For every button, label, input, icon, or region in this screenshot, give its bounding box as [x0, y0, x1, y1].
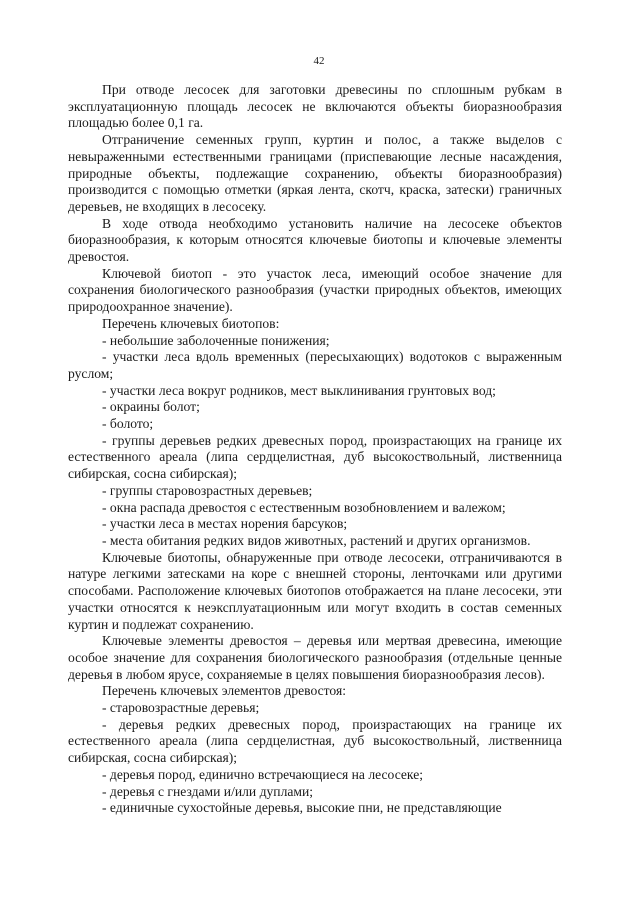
list-item: - окна распада древостоя с естественным возобновлением и валежом; [102, 499, 506, 515]
list-item: - участки леса в местах норения барсуков; [102, 516, 348, 532]
paragraph: При отводе лесосек для заготовки древесины по сплошным рубкам в эксплуатационную площадь лесосек не включаются объекты биоразнообразия площадью более 0,1 га. [68, 82, 562, 131]
list-item: - болото; [102, 416, 154, 432]
list-item: - участки леса вокруг родников, мест выклинивания грунтовых вод; [102, 382, 496, 398]
list-item: - места обитания редких видов животных, растений и других организмов. [102, 532, 531, 548]
paragraph: В ходе отвода необходимо установить наличие на лесосеке объектов биоразнообразия, к которым относятся ключевые биотопы и ключевые элементы древостоя. [68, 215, 562, 265]
paragraph: Ключевой биотоп - это участок леса, имеющий особое значение для сохранения биологического разнообразия (участки природных объектов, имеющих природоохранное значение). [68, 265, 562, 315]
paragraph: Ключевые биотопы, обнаруженные при отводе лесосеки, отграничиваются в натуре легкими затесками на коре с внешней стороны, ленточками или другими способами. Расположение ключевых биотопов отображается на плане лесосеки, эти участки относятся к неэксплуатационным или могут входить в состав семенных куртин и подлежат сохранению. [68, 549, 562, 632]
list-item: - группы старовозрастных деревьев; [102, 482, 313, 498]
list-item: - деревья с гнездами и/или дуплами; [102, 783, 314, 799]
list-item: - старовозрастные деревья; [102, 700, 260, 716]
list-item: - группы деревьев редких древесных пород, произрастающих на границе их естественного ареала (липа сердцелистная, дуб высокоствольный, лиственница сибирская, сосна сибирская); [68, 432, 562, 482]
list-item: - единичные сухостойные деревья, высокие пни, не представляющие [102, 800, 502, 816]
list-item: - участки леса вдоль временных (пересыхающих) водотоков с выраженным руслом; [68, 349, 562, 381]
paragraph: Ключевые элементы древостоя – деревья или мертвая древесина, имеющие особое значение для сохранения биологического разнообразия (отдельные ценные деревья в любом ярусе, сохраняемые в целях повышения биоразнообразия лесов). [68, 633, 562, 682]
list-heading: Перечень ключевых элементов древостоя: [102, 683, 346, 699]
list-heading: Перечень ключевых биотопов: [102, 315, 280, 331]
list-item: - небольшие заболоченные понижения; [102, 332, 330, 348]
list-item: - деревья пород, единично встречающиеся на лесосеке; [102, 766, 423, 782]
list-item: - деревья редких древесных пород, произрастающих на границе их естественного ареала (липа сердцелистная, дуб высокоствольный, лиственница сибирская, сосна сибирская); [68, 716, 562, 766]
document-body [68, 82, 562, 817]
page-number: 42 [313, 55, 325, 67]
list-item: - окраины болот; [102, 399, 200, 415]
paragraph: Отграничение семенных групп, куртин и полос, а также выделов с невыраженными естественными границами (приспевающие лесные насаждения, природные объекты, подлежащие сохранению, объекты биоразнообразия) производится с помощью отметки (яркая лента, скотч, краска, затески) граничных деревьев, не входящих в лесосеку. [68, 132, 562, 214]
